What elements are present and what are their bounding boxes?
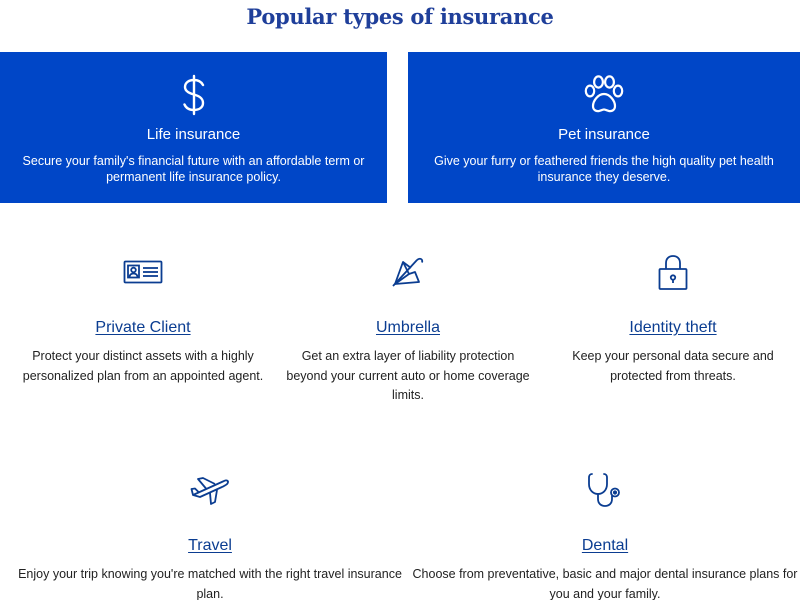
dental-product [410, 470, 800, 600]
travel-link[interactable]: Travel [188, 537, 232, 554]
travel-product [10, 470, 410, 600]
life-insurance-description: Secure your family's financial future with an affordable term or permanent life insurance policy. [22, 154, 365, 184]
dollar-sign-icon [0, 74, 387, 116]
travel-description: Enjoy your trip knowing you're matched with the right travel insurance plan. [18, 567, 402, 600]
dental-link[interactable]: Dental [581, 537, 629, 554]
padlock-icon [545, 252, 800, 292]
umbrella-product [280, 252, 536, 406]
stethoscope-icon [410, 470, 800, 510]
pet-insurance-description: Give your furry or feathered friends the high quality pet health insurance they deserve. [434, 154, 774, 184]
private-client-description: Protect your distinct assets with a highly personalized plan from an appointed agent. [22, 349, 264, 383]
identity-theft-description: Keep your personal data secure and protected from threats. [572, 349, 774, 383]
paw-print-icon [408, 74, 800, 116]
dental-description: Choose from preventative, basic and major dental insurance plans for you and your family. [412, 567, 798, 600]
identity-theft-link[interactable]: Identity theft [629, 319, 717, 336]
life-insurance-title: Life insurance [146, 126, 241, 143]
life-insurance-card[interactable] [0, 52, 387, 203]
pet-insurance-card[interactable] [408, 52, 800, 203]
umbrella-icon [280, 252, 536, 292]
id-card-icon [10, 252, 276, 292]
umbrella-description: Get an extra layer of liability protection beyond your current auto or home coverage limits. [286, 349, 530, 402]
identity-theft-product [545, 252, 800, 386]
private-client-link[interactable]: Private Client [95, 319, 191, 336]
umbrella-link[interactable]: Umbrella [375, 319, 440, 336]
page-title: Popular types of insurance [246, 4, 554, 29]
pet-insurance-title: Pet insurance [558, 126, 650, 143]
private-client-product [10, 252, 276, 386]
airplane-icon [10, 470, 410, 510]
